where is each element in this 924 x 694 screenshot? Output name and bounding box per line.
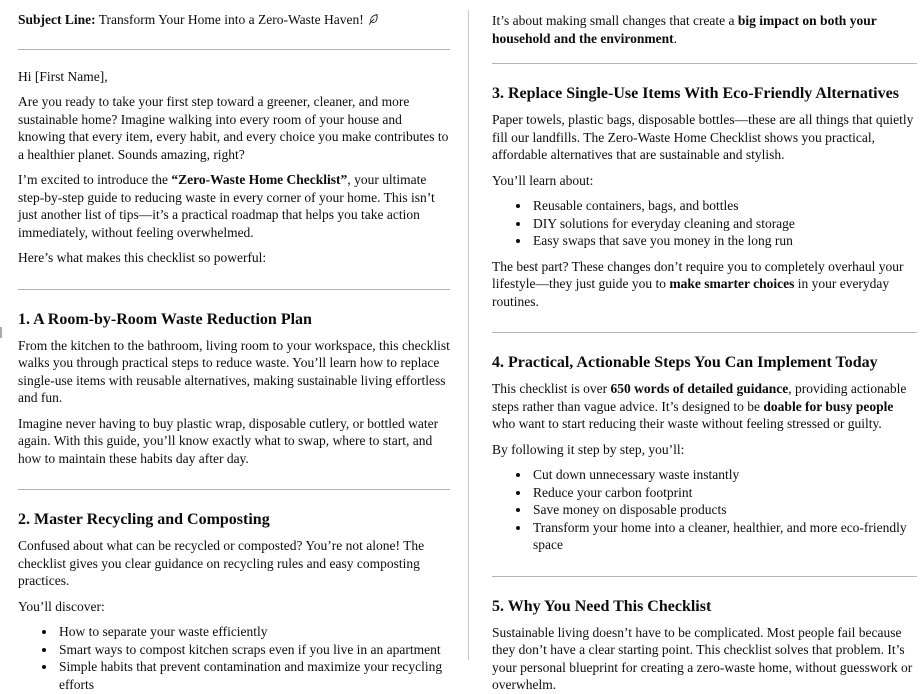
intro-paragraph-2: I’m excited to introduce the “Zero-Waste Home Checklist”, your ultimate step-by-step guide to reducing waste in every corner of your home. This isn’t just another list of tips—it’s a practical roadmap that helps you take action immediately, without feeling overwhelmed.	[18, 172, 435, 240]
impact-bold: big impact on both your household and the environment	[492, 13, 877, 46]
bullet-item: • How to separate your waste efficiently	[57, 623, 450, 641]
bullet-item: • Save money on disposable products	[531, 501, 917, 519]
continued-paragraph: It’s about making small changes that create a big impact on both your household and the environment.	[492, 13, 877, 46]
bullet-item: • DIY solutions for everyday cleaning and storage	[531, 215, 917, 233]
section-4-lead: By following it step by step, you’ll:	[492, 441, 685, 457]
section-4-bullet-list	[492, 466, 917, 554]
section-2-paragraph-1: Confused about what can be recycled or composted? You’re not alone! The checklist gives you clear guidance on recycling rules and easy composting practices.	[18, 538, 425, 588]
subject-line-label: Subject Line:	[18, 12, 96, 27]
section-3-lead: You’ll learn about:	[492, 172, 594, 188]
busy-people-bold: doable for busy people	[763, 398, 894, 414]
bullet-item: • Easy swaps that save you money in the long run	[531, 232, 917, 250]
page-margin-mark	[0, 327, 2, 338]
greeting: Hi [First Name],	[18, 68, 108, 84]
left-column	[18, 0, 450, 693]
column-divider	[468, 10, 469, 660]
section-3-bullet-list	[492, 197, 917, 250]
intro-paragraph-1: Are you ready to take your first step toward a greener, cleaner, and more sustainable home? Imagine walking into every room of your house and knowing that every item, every habit, and every choice you make contributes to a healthier planet. Sounds amazing, right?	[18, 94, 449, 162]
section-2-bullet-list	[18, 623, 450, 693]
section-3-paragraph-2: The best part? These changes don’t require you to completely overhaul your lifestyle—they just guide you to make smarter choices in your everyday routines.	[492, 258, 904, 309]
section-5-heading: 5. Why You Need This Checklist	[492, 597, 712, 615]
bullet-item: • Simple habits that prevent contamination and maximize your recycling efforts	[57, 658, 450, 693]
section-1-heading: 1. A Room-by-Room Waste Reduction Plan	[18, 310, 312, 328]
right-column	[492, 0, 917, 694]
section-4-paragraph-1: This checklist is over 650 words of detailed guidance, providing actionable steps rather than vague advice. It’s designed to be doable for busy people who want to start reducing their waste without feeling stressed or guilty.	[492, 381, 907, 431]
horizontal-rule	[18, 489, 450, 490]
horizontal-rule	[18, 289, 450, 290]
section-5-paragraph-1: Sustainable living doesn’t have to be complicated. Most people fail because they don’t have a clear starting point. This checklist solves that problem. It’s your personal blueprint for creating a zero-waste home, without guesswork or overwhelm.	[492, 624, 913, 692]
section-2-lead: You’ll discover:	[18, 598, 105, 614]
bullet-item: • Smart ways to compost kitchen scraps even if you live in an apartment	[57, 641, 450, 659]
horizontal-rule	[492, 63, 917, 64]
section-4-heading: 4. Practical, Actionable Steps You Can Implement Today	[492, 354, 878, 371]
subject-line	[18, 11, 450, 29]
section-3-heading: 3. Replace Single-Use Items With Eco-Friendly Alternatives	[492, 85, 899, 102]
horizontal-rule	[492, 332, 917, 333]
subject-line-text: Transform Your Home into a Zero-Waste Haven!	[95, 12, 364, 27]
bullet-item: • Reduce your carbon footprint	[531, 484, 917, 502]
leaf-icon	[367, 13, 380, 26]
word-count-bold: 650 words of detailed guidance	[610, 381, 789, 396]
section-1-paragraph-1: From the kitchen to the bathroom, living room to your workspace, this checklist walks you through practical steps to reduce waste. You’ll learn how to replace single-use items with reusable alternatives, making sustainable living effortless and fun.	[18, 337, 450, 405]
horizontal-rule	[492, 576, 917, 577]
section-3-paragraph-1: Paper towels, plastic bags, disposable bottles—these are all things that quietly fill our landfills. The Zero-Waste Home Checklist shows you practical, affordable alternatives that are sustainable and stylish.	[492, 112, 914, 162]
smarter-choices-bold: make smarter choices	[669, 276, 795, 291]
checklist-name-bold: “Zero-Waste Home Checklist”	[171, 172, 348, 187]
bullet-item: • Cut down unnecessary waste instantly	[531, 466, 917, 484]
section-1-paragraph-2: Imagine never having to buy plastic wrap, disposable cutlery, or bottled water again. With this guide, you’ll know exactly what to swap, where to start, and how to maintain these habits day after day.	[18, 415, 439, 466]
bullet-item: • Reusable containers, bags, and bottles	[531, 197, 917, 215]
bullet-item: • Transform your home into a cleaner, healthier, and more eco-friendly space	[531, 519, 917, 554]
intro-paragraph-3: Here’s what makes this checklist so powerful:	[18, 250, 267, 265]
section-2-heading: 2. Master Recycling and Composting	[18, 511, 270, 528]
horizontal-rule	[18, 49, 450, 50]
